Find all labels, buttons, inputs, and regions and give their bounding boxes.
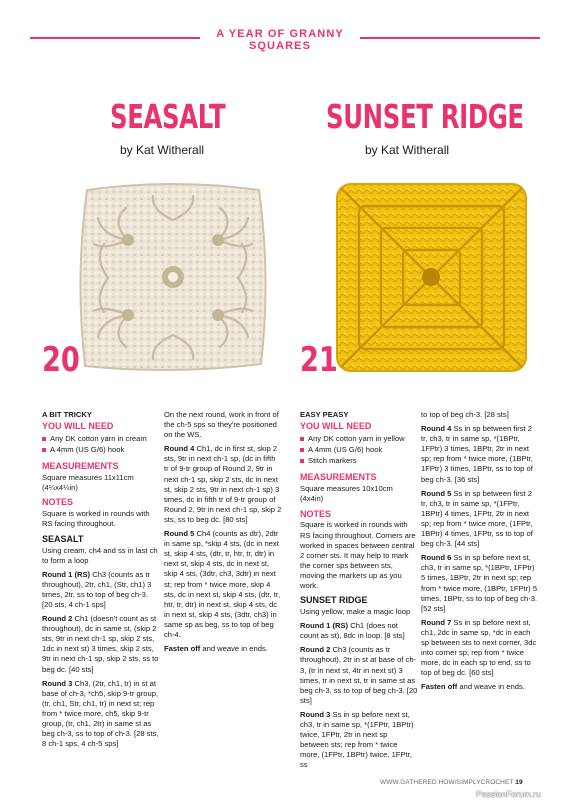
round-4 <box>164 444 282 525</box>
material-item: Stitch markers <box>300 456 418 466</box>
running-header: A YEAR OF GRANNY SQUARES <box>216 28 344 52</box>
round-text: Ss in sp between first 2 tr, ch3, tr in same sp, *(1FPtr, 1BPtr) 4 times, 1FPtr, 2tr in next sp; rep from * twice more, (1FPtr, 1BPtr) 4 times, 1FPtr, ss to top of beg ch-3. [44 sts] <box>421 488 533 549</box>
fasten-off <box>421 682 539 692</box>
material-item: A 4mm (US G/6) hook <box>42 445 160 455</box>
notes-text: Square is worked in rounds with RS facing throughout. <box>42 509 150 529</box>
difficulty-label: EASY PEASY <box>300 410 349 419</box>
fasten-text: and weave in ends. <box>200 644 268 654</box>
round-text: Ch3 (counts as tr throughout), 2tr in st at base of ch-3, (tr in next st, 4tr in next st) 3 times, tr in next st, tr in same st as beg ch-3, ss to top of beg ch-3. [20 sts] <box>300 645 418 705</box>
pattern-intro: Using cream, ch4 and ss in last ch to form a loop <box>42 545 158 565</box>
measurements-text: Square measures 11x11cm (4¼x4¼in) <box>42 473 134 493</box>
round-label: Round 5 <box>421 488 452 498</box>
measurements-heading: MEASUREMENTS <box>300 472 377 483</box>
fasten-label: Fasten off <box>421 682 458 692</box>
round-text: Ch1 (doesn't count as st throughout), dc in same st, (skip 2 sts, 9tr in next ch-1 sp, skip 2 sts, 1dc in next st) 3 times, skip 2 sts, 9tr in next ch-1 sp, skip 2 sts, ss to beg dc. [40 sts] <box>42 614 159 674</box>
pattern-number-20: 20 <box>42 340 80 380</box>
notes-heading: NOTES <box>42 497 74 508</box>
round-label: Round 3 <box>42 678 73 688</box>
seasalt-column-1 <box>42 410 160 753</box>
round-label: Round 3 <box>300 709 331 719</box>
round-label: Round 1 (RS) <box>42 569 91 579</box>
material-item: Any DK cotton yarn in yellow <box>300 434 418 444</box>
sunset-ridge-column-1 <box>300 410 418 775</box>
round-label: Round 2 <box>42 614 73 624</box>
sunset-ridge-column-2 <box>421 410 539 696</box>
pattern-section-heading: SEASALT <box>42 533 84 544</box>
you-will-need-heading: YOU WILL NEED <box>300 421 372 432</box>
sunset-ridge-swatch-image <box>333 180 530 375</box>
continuation-text: to top of beg ch-3. [28 sts] <box>421 410 509 419</box>
page-number: 19 <box>515 779 523 786</box>
byline-sunset-ridge: by Kat Witherall <box>365 143 450 157</box>
material-item: Any DK cotton yarn in cream <box>42 434 160 444</box>
pattern-title-sunset-ridge: SUNSET RIDGE <box>326 97 524 136</box>
round-text: Ss in sp before next st, ch1, 2dc in same sp, *dc in each sp between sts to next corner, 3dc into corner sp; rep from * twice more, dc in each sp to end, ss to top of beg dc. [60 sts] <box>421 617 537 678</box>
round-label: Round 4 <box>164 444 195 454</box>
fasten-text: and weave in ends. <box>457 682 525 692</box>
measurements-heading: MEASUREMENTS <box>42 461 119 472</box>
seasalt-swatch-image <box>73 180 273 375</box>
round-text: Ss in sp before next st, ch3, tr in same sp, *(1FPtr, 1BPtr) twice, 1FPtr, 2tr in next sp between sts; rep from * twice more, (1FPtr, 1BPtr) twice, 1FPtr, ss <box>300 709 414 770</box>
fasten-off <box>164 644 282 654</box>
round-1 <box>300 621 418 641</box>
seasalt-column-2 <box>164 410 282 658</box>
round-3 <box>300 710 418 771</box>
footer-url[interactable]: WWW.GATHERED.HOW/SIMPLYCROCHET <box>380 779 514 786</box>
round-6 <box>421 553 539 614</box>
fasten-label: Fasten off <box>164 644 201 654</box>
footer <box>380 779 523 786</box>
header-rule-left <box>30 37 200 39</box>
round-label: Round 1 (RS) <box>300 621 349 631</box>
continuation-note: On the next round, work in front of the ch-5 sps so they're positioned on the WS. <box>164 410 279 440</box>
measurements-text: Square measures 10x10cm (4x4in) <box>300 484 393 504</box>
round-2 <box>300 645 418 706</box>
round-text: Ch1 (does not count as st), 8dc in loop. [8 sts] <box>300 621 405 641</box>
round-text: Ch1, dc in first st, skip 2 sts, 9tr in next ch-1 sp, (dc in fifth tr of 9-tr group of Round 2, 9tr in next ch-1 sp, skip 2 sts, dc in next st, skip 2 sts, 9tr in next ch-1 sp) 3 times, dc in fifth tr of 9-tr group of Round 2, 9tr in next ch-1 sp, skip 2 sts, ss to beg dc. [80 sts] <box>164 444 282 524</box>
header-rule-right <box>360 37 540 39</box>
round-2 <box>42 614 160 675</box>
round-4 <box>421 424 539 485</box>
round-text: Ss in sp before next st, ch3, tr in same sp, *(1BPtr, 1FPtr) 5 times, 1BPtr, 2tr in next sp; rep from * twice more, (1BPtr, 1FPtr) 5 times, 1BPtr, ss to top of beg ch-3. [52 sts] <box>421 553 538 613</box>
watermark: PassionForum.ru <box>476 789 541 799</box>
material-item: A 4mm (US G/6) hook <box>300 445 418 455</box>
you-will-need-heading: YOU WILL NEED <box>42 421 114 432</box>
pattern-title-seasalt: SEASALT <box>110 97 226 136</box>
round-1 <box>42 570 160 610</box>
round-5 <box>164 529 282 640</box>
round-label: Round 4 <box>421 424 452 434</box>
notes-heading: NOTES <box>300 508 332 519</box>
round-label: Round 2 <box>300 645 331 655</box>
round-text: Ss in sp between first 2 tr, ch3, tr in same sp, *(1BPtr, 1FPtr) 3 times, 1BPtr, 2tr in next sp; rep from * twice more, (1BPtr, 1FPtr) 3 times, 1BPtr, ss to top of beg ch-3. [36 sts] <box>421 424 533 484</box>
round-7 <box>421 618 539 679</box>
round-label: Round 6 <box>421 553 452 563</box>
round-3 <box>42 679 160 750</box>
notes-text: Square is worked in rounds with RS facing throughout. Corners are worked in spaces between central 2 corner sts. It may help to mark the corner sps between sts, moving the markers up as you work. <box>300 520 416 591</box>
round-5 <box>421 489 539 550</box>
pattern-section-heading: SUNSET RIDGE <box>300 595 368 606</box>
pattern-number-21: 21 <box>300 340 338 380</box>
round-text: Ch4 (counts as dtr), 2dtr in same sp, *skip 4 sts, (dc in next st, skip 4 sts, (dtr, tr, htr, tr, dtr) in next st, skip 4 sts, dc in next st, skip 4 sts, (3dtr, ch3, 3dtr) in next st; rep from * twice more, skip 4 sts, dc in next st, skip 4 sts, (dtr, tr, htr, tr, dtr) in next st, skip 4 sts, dc in next st, skip 4 sts, (3dtr, ch3) in same sp as beg, ss to top of beg ch-4. <box>164 529 281 639</box>
round-label: Round 5 <box>164 529 195 539</box>
round-label: Round 7 <box>421 617 452 627</box>
difficulty-label: A BIT TRICKY <box>42 410 92 419</box>
byline-seasalt: by Kat Witherall <box>120 143 205 157</box>
round-text: Ch3, (2tr, ch1, tr) in st at base of ch-3, *ch5, skip 9-tr group, (tr, ch1, Str, ch1, tr) in next st; rep from * twice more, ch5, skip 9-tr group, (tr, ch1, 2tr) in same st as beg ch-3, ss to top of ch-3. [28 sts, 8 ch-1 sps, 4 ch-5 sps] <box>42 678 159 749</box>
round-text: Ch3 (counts as tr throughout), 2tr, ch1, (Str, ch1) 3 times, 2tr, ss to top of beg ch-3. [20 sts, 4 ch-1 sps] <box>42 569 152 609</box>
pattern-intro: Using yellow, make a magic loop <box>300 607 411 617</box>
